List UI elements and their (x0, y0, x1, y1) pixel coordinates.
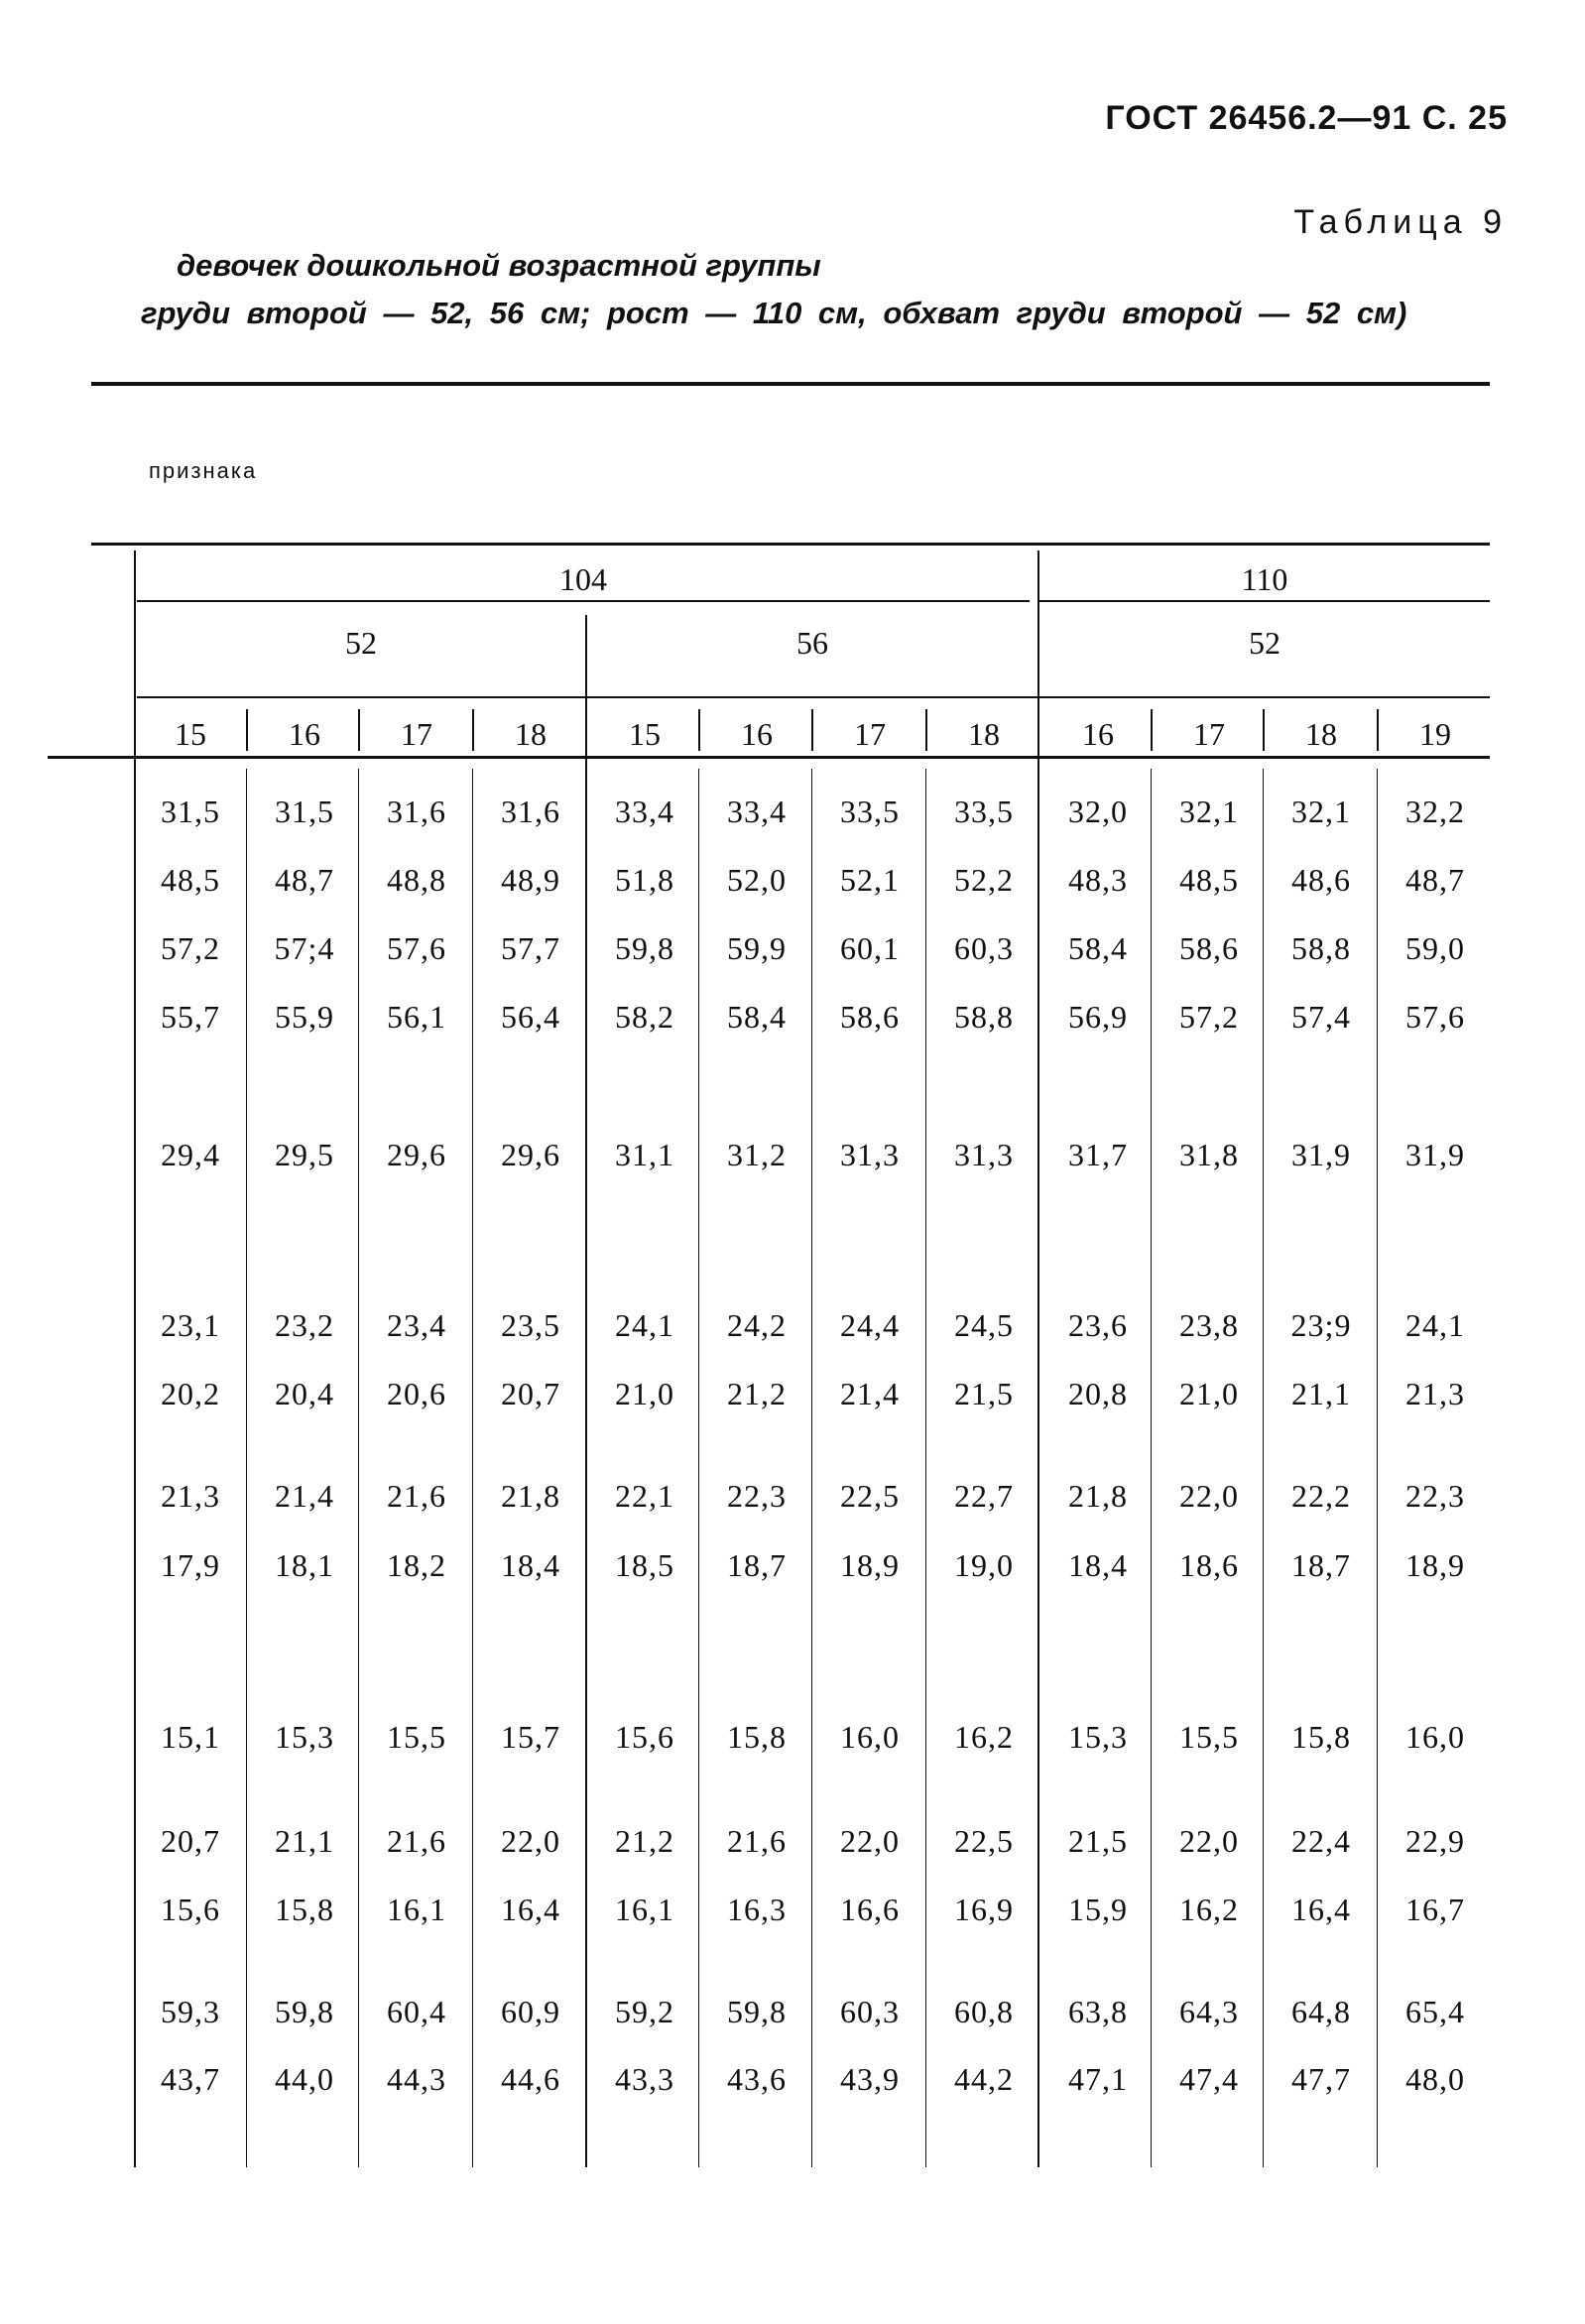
table-cell: 52,1 (840, 862, 900, 898)
table-cell: 59,2 (615, 1994, 674, 2029)
table-cell: 57,2 (1179, 999, 1239, 1035)
table-cell: 15,3 (275, 1719, 334, 1755)
size-header-cell: 19 (1419, 716, 1451, 752)
table-cell: 29,6 (387, 1137, 446, 1172)
table-cell: 23,6 (1068, 1307, 1128, 1343)
table-cell: 56,1 (387, 999, 446, 1035)
table-cell: 59,8 (275, 1994, 334, 2029)
height-header-104: 104 (559, 561, 607, 597)
table-cell: 48,8 (387, 862, 446, 898)
table-cell: 21,5 (954, 1376, 1014, 1411)
table-cell: 56,9 (1068, 999, 1128, 1035)
table-cell: 58,2 (615, 999, 674, 1035)
title-divider (91, 382, 1490, 386)
table-cell: 60,3 (954, 930, 1014, 966)
chest-header-52-110: 52 (1249, 625, 1280, 661)
table-cell: 57,6 (387, 930, 446, 966)
table-cell: 16,7 (1405, 1892, 1465, 1927)
table-cell: 65,4 (1405, 1994, 1465, 2029)
table-cell: 15,9 (1068, 1892, 1128, 1927)
height-header-110: 110 (1241, 561, 1288, 597)
table-cell: 22,0 (1179, 1478, 1239, 1514)
table-cell: 60,4 (387, 1994, 446, 2029)
table-cell: 44,6 (501, 2061, 560, 2097)
table-cell: 20,4 (275, 1376, 334, 1411)
body-column-divider (925, 769, 926, 2167)
table-cell: 22,4 (1291, 1823, 1351, 1859)
table-cell: 47,4 (1179, 2061, 1239, 2097)
table-cell: 20,2 (161, 1376, 220, 1411)
table-cell: 31,3 (840, 1137, 900, 1172)
table-cell: 15,1 (161, 1719, 220, 1755)
table-cell: 22,5 (840, 1478, 900, 1514)
body-column-divider (811, 769, 812, 2167)
table-cell: 21,2 (727, 1376, 787, 1411)
table-cell: 21,6 (387, 1478, 446, 1514)
table-cell: 18,4 (501, 1547, 560, 1583)
size-header-cell: 16 (1082, 716, 1114, 752)
size-header-cell: 18 (515, 716, 547, 752)
table-cell: 15,8 (1291, 1719, 1351, 1755)
table-cell: 21,4 (275, 1478, 334, 1514)
table-label: Таблица 9 (1293, 203, 1508, 241)
size-header-cell: 17 (401, 716, 432, 752)
table-cell: 22,3 (727, 1478, 787, 1514)
height-110-underline (1039, 600, 1490, 602)
table-cell: 55,7 (161, 999, 220, 1035)
table-cell: 15,8 (275, 1892, 334, 1927)
size-header-cell: 16 (289, 716, 320, 752)
table-cell: 60,3 (840, 1994, 900, 2029)
table-cell: 15,3 (1068, 1719, 1128, 1755)
chest-header-56: 56 (796, 625, 828, 661)
body-column-divider (246, 769, 247, 2167)
table-cell: 44,0 (275, 2061, 334, 2097)
table-cell: 22,5 (954, 1823, 1014, 1859)
table-cell: 17,9 (161, 1547, 220, 1583)
table-cell: 22,7 (954, 1478, 1014, 1514)
table-cell: 21,0 (1179, 1376, 1239, 1411)
table-cell: 15,8 (727, 1719, 787, 1755)
body-column-divider (358, 769, 359, 2167)
table-cell: 57;4 (274, 930, 335, 966)
table-cell: 29,5 (275, 1137, 334, 1172)
table-cell: 31,5 (275, 794, 334, 829)
table-cell: 20,7 (501, 1376, 560, 1411)
table-cell: 33,5 (840, 794, 900, 829)
table-cell: 15,6 (161, 1892, 220, 1927)
table-cell: 24,1 (615, 1307, 674, 1343)
table-cell: 23;9 (1290, 1307, 1352, 1343)
table-cell: 22,2 (1291, 1478, 1351, 1514)
table-cell: 60,9 (501, 1994, 560, 2029)
table-title-line-2: груди второй — 52, 56 см; рост — 110 см, обхват груди второй — 52 см) (141, 296, 1407, 330)
chest-underline (137, 696, 1490, 698)
table-cell: 22,0 (840, 1823, 900, 1859)
table-cell: 24,2 (727, 1307, 787, 1343)
table-cell: 56,4 (501, 999, 560, 1035)
table-cell: 57,4 (1291, 999, 1351, 1035)
table-cell: 43,9 (840, 2061, 900, 2097)
table-cell: 48,5 (161, 862, 220, 898)
table-cell: 43,7 (161, 2061, 220, 2097)
table-cell: 31,8 (1179, 1137, 1239, 1172)
table-cell: 31,1 (615, 1137, 674, 1172)
table-cell: 16,9 (954, 1892, 1014, 1927)
table-cell: 59,8 (615, 930, 674, 966)
table-cell: 31,3 (954, 1137, 1014, 1172)
table-cell: 57,6 (1405, 999, 1465, 1035)
table-cell: 58,6 (840, 999, 900, 1035)
table-cell: 16,2 (1179, 1892, 1239, 1927)
table-cell: 31,9 (1405, 1137, 1465, 1172)
table-cell: 57,7 (501, 930, 560, 966)
table-cell: 48,9 (501, 862, 560, 898)
table-cell: 33,4 (615, 794, 674, 829)
table-cell: 18,1 (275, 1547, 334, 1583)
table-cell: 16,6 (840, 1892, 900, 1927)
table-cell: 21,6 (387, 1823, 446, 1859)
table-cell: 18,5 (615, 1547, 674, 1583)
table-cell: 22,1 (615, 1478, 674, 1514)
header-bottom-rule (48, 756, 1490, 759)
table-cell: 16,4 (501, 1892, 560, 1927)
table-cell: 16,0 (1405, 1719, 1465, 1755)
table-cell: 58,6 (1179, 930, 1239, 966)
table-cell: 23,5 (501, 1307, 560, 1343)
table-cell: 52,0 (727, 862, 787, 898)
table-cell: 16,0 (840, 1719, 900, 1755)
table-cell: 18,9 (840, 1547, 900, 1583)
table-cell: 58,4 (1068, 930, 1128, 966)
table-cell: 15,7 (501, 1719, 560, 1755)
table-cell: 21,1 (275, 1823, 334, 1859)
table-cell: 60,8 (954, 1994, 1014, 2029)
table-cell: 16,4 (1291, 1892, 1351, 1927)
table-cell: 21,6 (727, 1823, 787, 1859)
table-cell: 48,7 (1405, 862, 1465, 898)
table-cell: 18,2 (387, 1547, 446, 1583)
table-cell: 20,6 (387, 1376, 446, 1411)
body-column-divider (1377, 769, 1378, 2167)
table-cell: 21,8 (1068, 1478, 1128, 1514)
size-header-cell: 15 (629, 716, 661, 752)
table-cell: 21,1 (1291, 1376, 1351, 1411)
table-cell: 60,1 (840, 930, 900, 966)
table-cell: 20,8 (1068, 1376, 1128, 1411)
header-top-rule (91, 543, 1490, 546)
table-cell: 21,4 (840, 1376, 900, 1411)
table-cell: 58,8 (954, 999, 1014, 1035)
table-cell: 21,5 (1068, 1823, 1128, 1859)
body-column-divider (698, 769, 699, 2167)
table-cell: 29,4 (161, 1137, 220, 1172)
table-cell: 63,8 (1068, 1994, 1128, 2029)
size-header-cell: 16 (741, 716, 773, 752)
table-cell: 59,9 (727, 930, 787, 966)
table-cell: 24,1 (1405, 1307, 1465, 1343)
table-cell: 59,8 (727, 1994, 787, 2029)
table-cell: 43,6 (727, 2061, 787, 2097)
table-cell: 15,5 (387, 1719, 446, 1755)
table-cell: 29,6 (501, 1137, 560, 1172)
table-cell: 22,9 (1405, 1823, 1465, 1859)
feature-column-label: признака (149, 458, 258, 483)
table-cell: 44,2 (954, 2061, 1014, 2097)
table-cell: 18,7 (727, 1547, 787, 1583)
table-cell: 16,1 (387, 1892, 446, 1927)
table-cell: 31,6 (387, 794, 446, 829)
table-cell: 48,7 (275, 862, 334, 898)
table-cell: 55,9 (275, 999, 334, 1035)
body-column-divider (472, 769, 473, 2167)
table-cell: 48,3 (1068, 862, 1128, 898)
table-cell: 32,1 (1291, 794, 1351, 829)
table-cell: 18,4 (1068, 1547, 1128, 1583)
body-column-divider (1151, 769, 1152, 2167)
table-cell: 43,3 (615, 2061, 674, 2097)
table-cell: 57,2 (161, 930, 220, 966)
table-title-line-1: девочек дошкольной возрастной группы (177, 248, 821, 283)
size-header-cell: 18 (968, 716, 1000, 752)
chest-header-52: 52 (345, 625, 377, 661)
size-header-cell: 15 (175, 716, 206, 752)
table-cell: 23,4 (387, 1307, 446, 1343)
table-cell: 22,0 (501, 1823, 560, 1859)
table-cell: 21,3 (161, 1478, 220, 1514)
table-cell: 15,6 (615, 1719, 674, 1755)
table-cell: 64,8 (1291, 1994, 1351, 2029)
table-cell: 16,2 (954, 1719, 1014, 1755)
size-header-cell: 17 (1193, 716, 1225, 752)
table-cell: 21,8 (501, 1478, 560, 1514)
table-cell: 18,6 (1179, 1547, 1239, 1583)
table-cell: 24,5 (954, 1307, 1014, 1343)
table-cell: 52,2 (954, 862, 1014, 898)
table-cell: 33,4 (727, 794, 787, 829)
table-cell: 48,0 (1405, 2061, 1465, 2097)
table-cell: 19,0 (954, 1547, 1014, 1583)
table-cell: 31,2 (727, 1137, 787, 1172)
table-cell: 23,2 (275, 1307, 334, 1343)
table-cell: 22,0 (1179, 1823, 1239, 1859)
size-header-cell: 17 (854, 716, 886, 752)
table-cell: 59,0 (1405, 930, 1465, 966)
table-cell: 44,3 (387, 2061, 446, 2097)
table-cell: 22,3 (1405, 1478, 1465, 1514)
table-cell: 32,1 (1179, 794, 1239, 829)
table-cell: 16,1 (615, 1892, 674, 1927)
table-cell: 58,4 (727, 999, 787, 1035)
table-cell: 18,7 (1291, 1547, 1351, 1583)
table-cell: 21,2 (615, 1823, 674, 1859)
table-cell: 31,6 (501, 794, 560, 829)
table-cell: 48,6 (1291, 862, 1351, 898)
body-column-divider (1263, 769, 1264, 2167)
table-cell: 24,4 (840, 1307, 900, 1343)
table-cell: 32,0 (1068, 794, 1128, 829)
table-cell: 23,8 (1179, 1307, 1239, 1343)
size-header-cell: 18 (1305, 716, 1337, 752)
table-cell: 48,5 (1179, 862, 1239, 898)
table-cell: 47,7 (1291, 2061, 1351, 2097)
table-cell: 16,3 (727, 1892, 787, 1927)
table-cell: 33,5 (954, 794, 1014, 829)
table-cell: 31,9 (1291, 1137, 1351, 1172)
table-cell: 21,0 (615, 1376, 674, 1411)
table-cell: 58,8 (1291, 930, 1351, 966)
table-cell: 64,3 (1179, 1994, 1239, 2029)
table-cell: 15,5 (1179, 1719, 1239, 1755)
table-cell: 20,7 (161, 1823, 220, 1859)
table-cell: 47,1 (1068, 2061, 1128, 2097)
table-cell: 23,1 (161, 1307, 220, 1343)
table-cell: 59,3 (161, 1994, 220, 2029)
table-cell: 21,3 (1405, 1376, 1465, 1411)
height-104-underline (137, 600, 1030, 602)
table-cell: 31,5 (161, 794, 220, 829)
table-cell: 18,9 (1405, 1547, 1465, 1583)
table-cell: 51,8 (615, 862, 674, 898)
table-cell: 32,2 (1405, 794, 1465, 829)
table-cell: 31,7 (1068, 1137, 1128, 1172)
document-reference: ГОСТ 26456.2—91 С. 25 (1105, 99, 1508, 137)
